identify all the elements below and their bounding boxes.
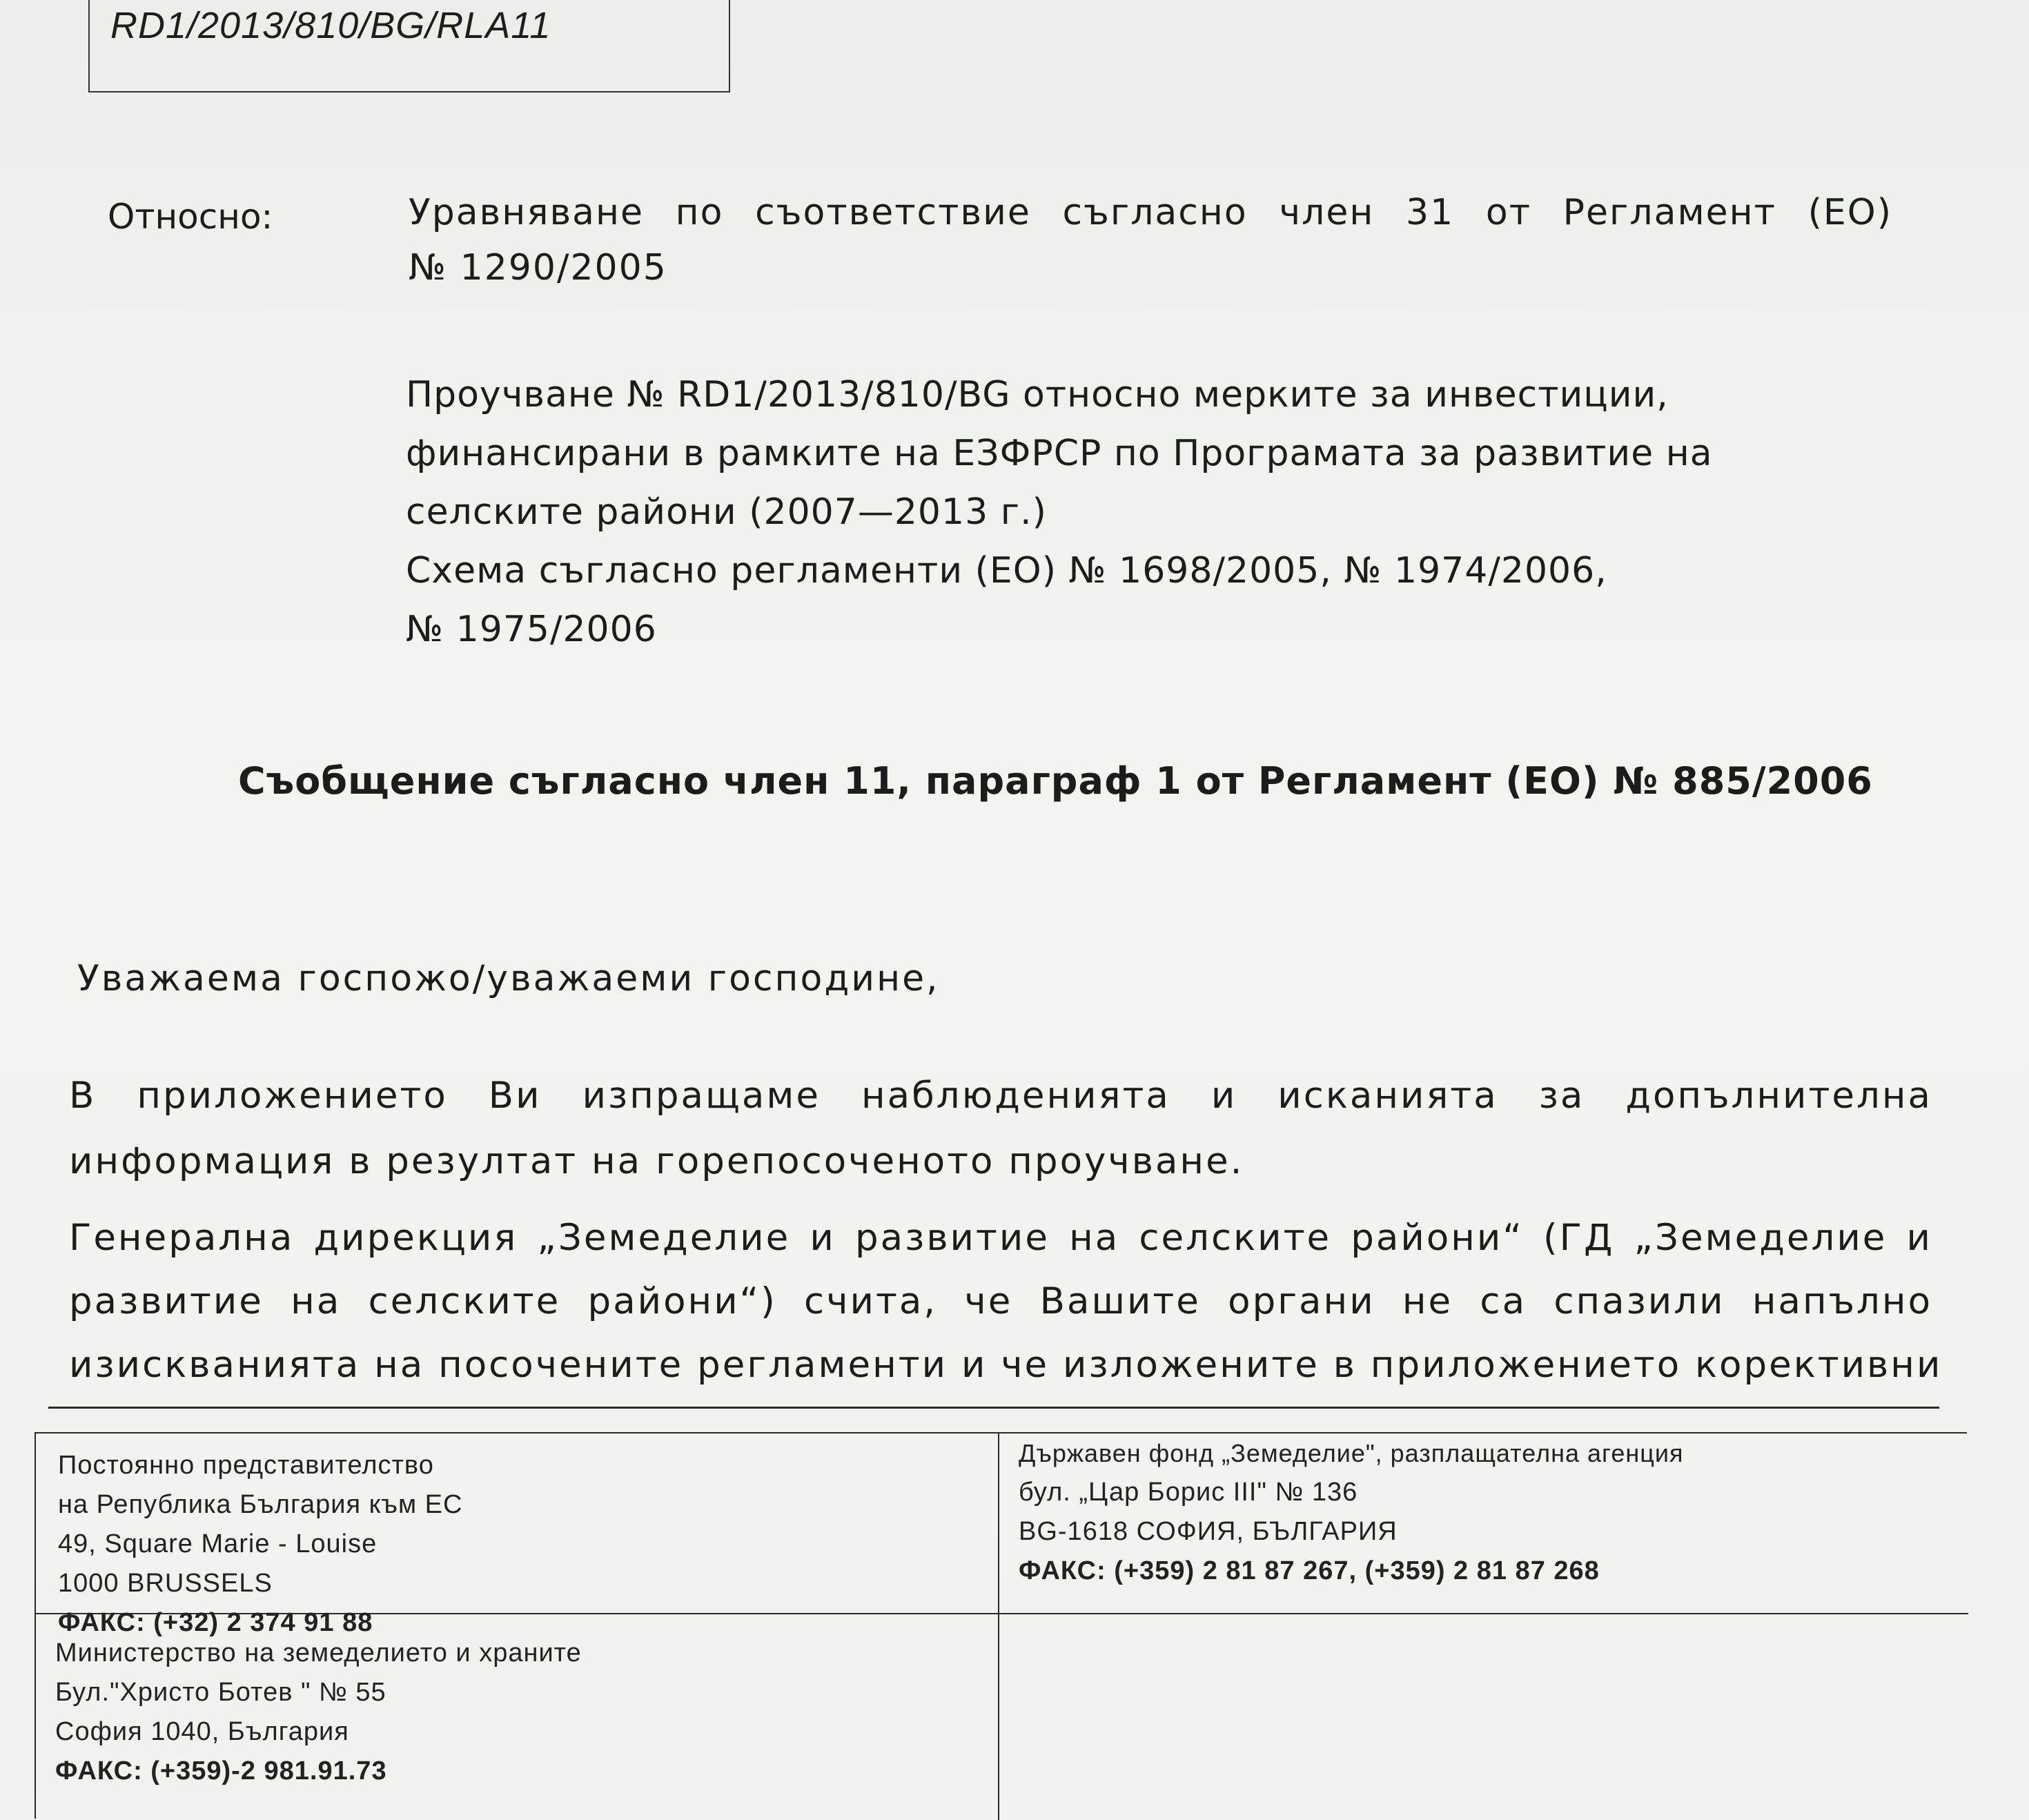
- address-line: София 1040, България: [55, 1717, 349, 1746]
- address-permanent-representation: [58, 1446, 462, 1643]
- address-line: 1000 BRUSSELS: [58, 1569, 273, 1598]
- subject-detail-line: Проучване № RD1/2013/810/BG относно мерките за инвестиции,: [406, 374, 1669, 415]
- address-line: Постоянно представителство: [58, 1451, 434, 1480]
- address-line: на Република България към ЕС: [58, 1490, 463, 1519]
- subject-line-1: Уравняване по съответствие съгласно член 31 от Регламент (ЕО): [409, 192, 1892, 233]
- subject-detail-line: № 1975/2006: [406, 609, 657, 650]
- subject-detail-line: Схема съгласно регламенти (ЕО) № 1698/2005, № 1974/2006,: [406, 550, 1607, 591]
- salutation: Уважаема госпожо/уважаеми господине,: [77, 958, 940, 999]
- address-line: Бул."Христо Ботев " № 55: [55, 1678, 386, 1707]
- address-ministry: [55, 1634, 582, 1791]
- paragraph-1: [69, 1063, 1932, 1194]
- subject-detail-line: селските райони (2007—2013 г.): [406, 491, 1047, 533]
- address-line: 49, Square Marie - Louise: [58, 1529, 378, 1558]
- paragraph-line: информация в резултат на горепосоченото проучване.: [69, 1140, 1244, 1182]
- reference-number: RD1/2013/810/BG/RLA11: [110, 5, 551, 46]
- footer-divider-vertical: [998, 1434, 999, 1820]
- address-fax: ФАКС: (+32) 2 374 91 88: [58, 1608, 373, 1637]
- subject-line-2: № 1290/2005: [409, 247, 667, 288]
- paragraph-line: В приложението Ви изпращаме наблюденията и исканията за допълнителна: [69, 1075, 1932, 1117]
- notice-heading: Съобщение съгласно член 11, параграф 1 от Регламент (ЕО) № 885/2006: [238, 759, 1873, 803]
- subject-details: [406, 366, 1786, 659]
- subject-detail-line: финансирани в рамките на ЕЗФРСР по Програмата за развитие на: [406, 433, 1713, 474]
- footer-separator: [48, 1407, 1939, 1409]
- paragraph-line: изискванията на посочените регламенти и че изложените в приложението корективни: [69, 1344, 1943, 1386]
- paragraph-line: Генерална дирекция „Земеделие и развитие на селските райони“ (ГД „Земеделие и: [69, 1217, 1932, 1259]
- address-line: Министерство на земеделието и храните: [55, 1638, 582, 1667]
- address-fax: ФАКС: (+359) 2 81 87 267, (+359) 2 81 87 268: [1019, 1556, 1600, 1585]
- address-line: бул. „Цар Борис III" № 136: [1019, 1478, 1358, 1507]
- address-fax: ФАКС: (+359)-2 981.91.73: [55, 1757, 387, 1785]
- subject-label: Относно:: [108, 197, 273, 237]
- paragraph-2: [69, 1206, 1943, 1397]
- address-line: BG-1618 СОФИЯ, БЪЛГАРИЯ: [1019, 1517, 1398, 1546]
- paragraph-line: развитие на селските райони“) счита, че Вашите органи не са спазили напълно: [69, 1280, 1932, 1322]
- footer-address-table: [35, 1432, 1967, 1819]
- address-line: Държавен фонд „Земеделие", разплащателна агенция: [1019, 1439, 1684, 1467]
- address-state-fund: [1019, 1434, 1683, 1591]
